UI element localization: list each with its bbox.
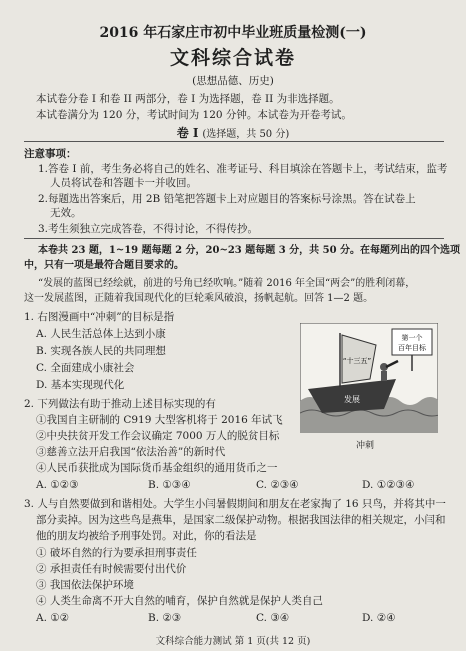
q2-option-b: B. ①③④ [148, 479, 191, 491]
paper-subtitle: (思想品德、历史) [192, 75, 274, 87]
q3-item-1: ① 破坏自然的行为要承担刑事责任 [36, 547, 197, 559]
q3-option-c: C. ③④ [256, 612, 290, 624]
notice-item-2a: 2.每题选出答案后，用 2B 铅笔把答题卡上对应题目的答案标号涂黑。答在试卷上 [38, 193, 416, 205]
exam-title: 2016 年石家庄市初中毕业班质量检测(一) [99, 25, 367, 41]
passage-line-2: 这一发展蓝图，正随着我国现代化的巨轮乘风破浪，扬帆起航。回答 1—2 题。 [24, 293, 374, 304]
instructions-line-1: 本卷共 23 题，1~19 题每题 2 分，20~23 题每题 3 分，共 50 分。在每题列出的四个选项 [38, 245, 461, 256]
q1-stem: 1. 右图漫画中“冲刺”的目标是指 [24, 311, 175, 323]
cartoon-illustration [300, 323, 438, 433]
notice-item-1b: 人员将试卷和答题卡一并收回。 [50, 177, 197, 189]
divider-bottom [24, 238, 444, 239]
notice-item-1a: 1.答卷 I 前，考生务必将自己的姓名、准考证号、科目填涂在答题卡上，考试结束，监考 [38, 163, 448, 175]
instructions-line-2: 中，只有一项是最符合题目要求的。 [24, 260, 184, 271]
divider-top [24, 141, 444, 142]
q1-option-c: C. 全面建成小康社会 [36, 362, 135, 374]
intro-line-1: 本试卷分卷 I 和卷 II 两部分，卷 I 为选择题，卷 II 为非选择题。 [36, 93, 340, 105]
q3-option-d: D. ②④ [362, 612, 396, 624]
q2-option-c: C. ②③④ [256, 479, 299, 491]
q3-option-a: A. ①② [36, 612, 70, 624]
cartoon-caption: 冲刺 [356, 441, 375, 451]
q2-item-1: ①我国自主研制的 C919 大型客机将于 2016 年试飞 [36, 414, 283, 426]
sign-text-1: 第一个 [401, 334, 423, 342]
q1-option-a: A. 人民生活总体上达到小康 [36, 328, 166, 340]
q3-stem-1: 3. 人与自然要做到和谐相处。大学生小闫暑假期间和朋友在老家掏了 16 只鸟，并将其中一 [24, 498, 446, 510]
sign-text-2: 百年目标 [398, 344, 426, 352]
q3-option-b: B. ②③ [148, 612, 182, 624]
section-note: (选择题，共 50 分) [202, 129, 290, 140]
q1-option-b: B. 实现各族人民的共同理想 [36, 345, 166, 357]
q2-option-d: D. ①②③④ [362, 479, 415, 491]
section-title: 卷 I [176, 126, 199, 140]
notice-title: 注意事项： [24, 148, 77, 160]
cartoon-figure [300, 323, 438, 433]
q3-stem-2: 部分卖掉。因为这些鸟是燕隼，是国家二级保护动物。根据我国法律的相关规定，小闫和 [36, 514, 446, 526]
q1-option-d: D. 基本实现现代化 [36, 379, 125, 391]
q3-item-2: ② 承担责任有时候需要付出代价 [36, 563, 187, 575]
q2-item-3: ③慈善立法开启我国“依法治善”的新时代 [36, 446, 226, 458]
q2-stem: 2. 下列做法有助于推动上述目标实现的有 [24, 398, 216, 410]
notice-item-3: 3.考生须独立完成答卷，不得讨论，不得传抄。 [38, 223, 259, 235]
q3-item-3: ③ 我国依法保护环境 [36, 579, 134, 591]
q2-option-a: A. ①②③ [36, 479, 79, 491]
captain-body [381, 371, 387, 381]
page-footer: 文科综合能力测试 第 1 页(共 12 页) [155, 636, 311, 647]
paper-title: 文科综合试卷 [169, 47, 296, 69]
q2-item-2: ②中央扶贫开发工作会议确定 7000 万人的脱贫目标 [36, 430, 280, 442]
sail-text: “十三五” [342, 357, 372, 365]
passage-line-1: “发展的蓝图已经绘就，前进的号角已经吹响。”随着 2016 年全国“两会”的胜利闭幕， [38, 278, 416, 289]
q2-item-4: ④人民币获批成为国际货币基金组织的通用货币之一 [36, 462, 278, 474]
section-heading [0, 124, 466, 141]
hull-text: 发展 [344, 395, 360, 404]
intro-line-2: 本试卷满分为 120 分，考试时间为 120 分钟。本试卷为开卷考试。 [36, 109, 352, 121]
q3-stem-3: 他的朋友均被给予刑事处罚。对此，你的看法是 [36, 530, 257, 542]
q3-item-4: ④ 人类生命离不开大自然的哺育，保护自然就是保护人类自己 [36, 595, 323, 607]
notice-item-2b: 无效。 [50, 207, 82, 219]
